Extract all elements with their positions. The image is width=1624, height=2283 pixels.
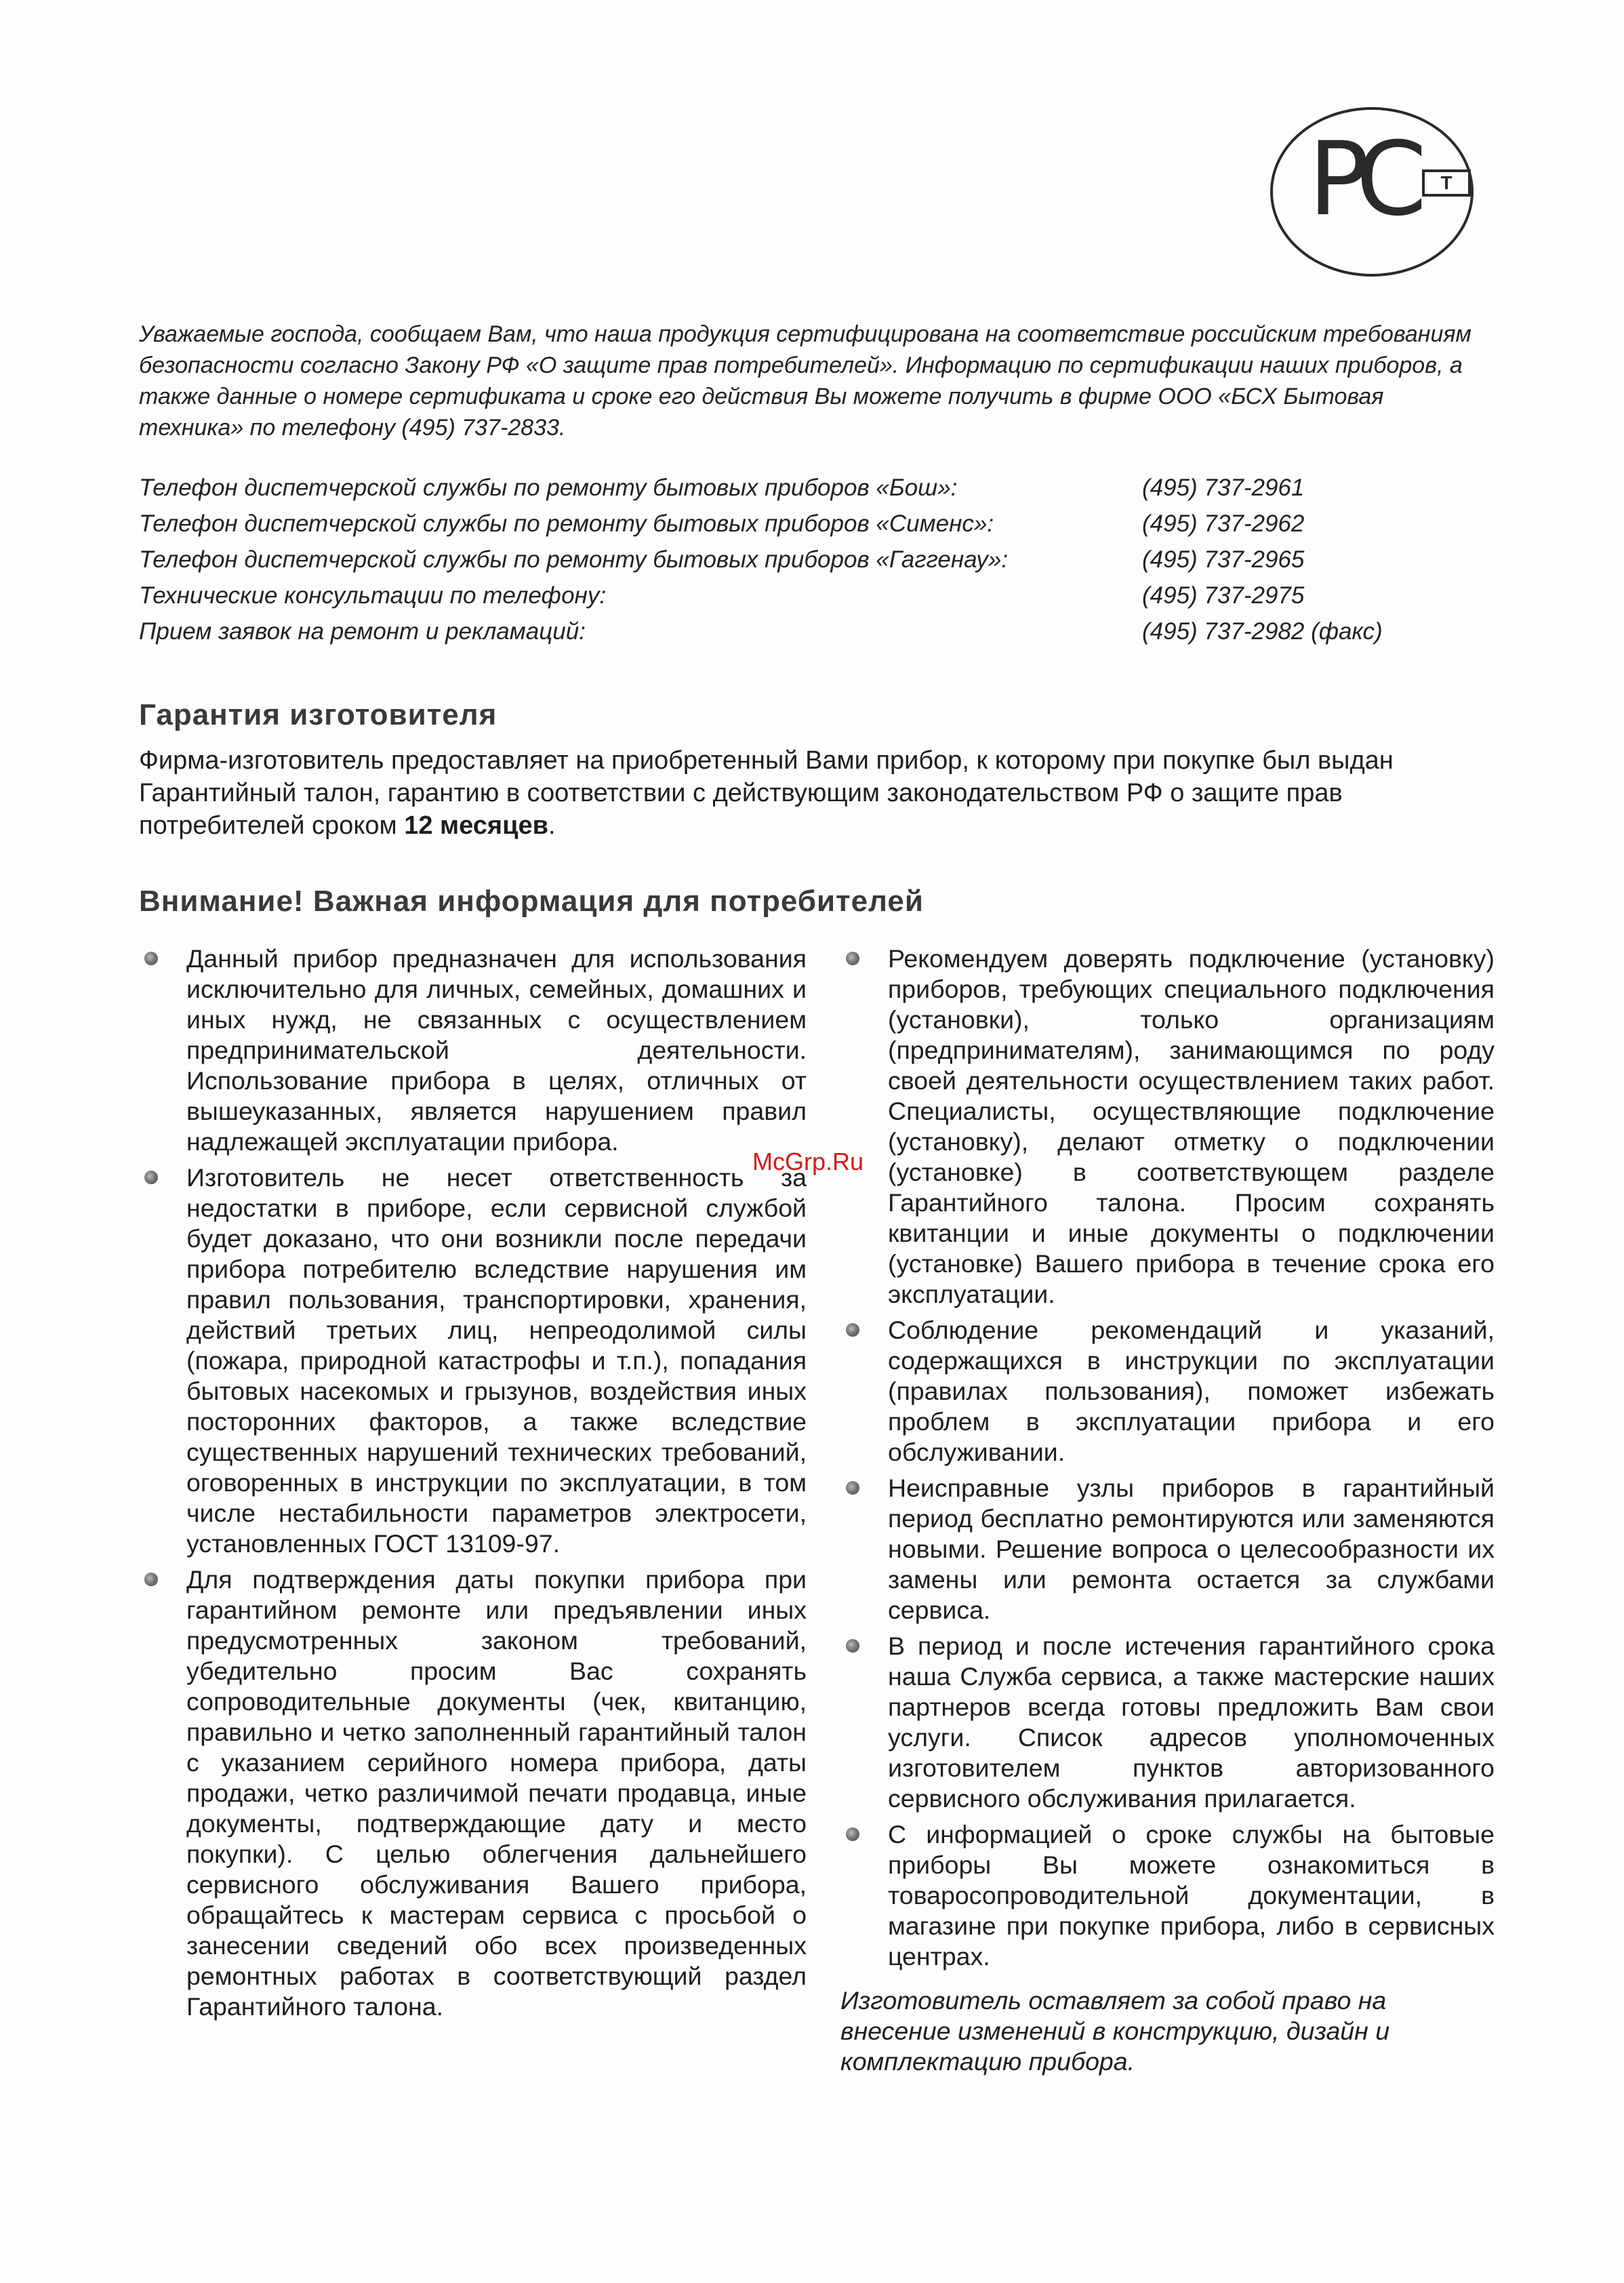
contact-label: Прием заявок на ремонт и рекламаций: <box>139 618 586 645</box>
bullet-icon <box>846 1481 859 1495</box>
contact-label: Телефон диспетчерской службы по ремонту бытовых приборов «Гаггенау»: <box>139 546 1009 573</box>
list-item <box>840 944 1495 1310</box>
bullet-icon <box>846 1639 859 1653</box>
bullet-icon <box>144 1171 158 1184</box>
list-item <box>139 1564 807 2022</box>
list-item <box>840 1473 1495 1625</box>
right-column <box>840 944 1495 2103</box>
list-item <box>139 1163 807 1559</box>
bullet-icon <box>144 1573 158 1586</box>
contact-number: (495) 737-2962 <box>1142 510 1305 537</box>
logo-t-mark: T <box>1422 169 1471 197</box>
contact-number: (495) 737-2975 <box>1142 582 1305 609</box>
contact-row <box>139 546 1495 582</box>
bullet-icon <box>846 1323 859 1337</box>
warranty-heading: Гарантия изготовителя <box>139 698 498 731</box>
rst-certification-logo <box>1261 102 1491 285</box>
warranty-term: 12 месяцев <box>404 811 548 840</box>
warranty-text <box>139 744 1488 842</box>
list-item-text: Рекомендуем доверять подключение (установку) приборов, требующих специального подключения (установки), только организациям (предпринимателям), занимающимся по роду своей деятельности осуществлением таких работ. Специалисты, осуществляющие подключение (установку), делают отметку о подключении (установке) в соответствующем разделе Гарантийного талона. Просим сохранять квитанции и иные документы о подключении (установке) Вашего прибора в течение срока его эксплуатации. <box>888 944 1495 1308</box>
bullet-icon <box>144 952 158 965</box>
contact-row <box>139 474 1495 510</box>
bullet-icon <box>846 952 859 965</box>
list-item <box>139 944 807 1157</box>
contact-number: (495) 737-2965 <box>1142 546 1305 573</box>
list-item-text: В период и после истечения гарантийного срока наша Служба сервиса, а также мастерские наших партнеров всегда готовы предложить Вам свои услуги. Список адресов уполномоченных изготовителем пунктов авторизованного сервисного обслуживания прилагается. <box>888 1632 1495 1813</box>
contact-label: Технические консультации по телефону: <box>139 582 607 609</box>
contacts-list <box>139 474 1495 654</box>
logo-letters: PC <box>1308 121 1414 239</box>
warranty-end: . <box>548 811 556 840</box>
contact-number: (495) 737-2982 (факс) <box>1142 618 1383 645</box>
contact-row <box>139 618 1495 654</box>
contact-number: (495) 737-2961 <box>1142 474 1305 501</box>
list-item-text: Неисправные узлы приборов в гарантийный период бесплатно ремонтируются или заменяются новыми. Решение вопроса о целесообразности их замены или ремонта остается за службами сервиса. <box>888 1474 1495 1624</box>
bullet-icon <box>846 1827 859 1841</box>
list-item-text: Изготовитель не несет ответственность за недостатки в приборе, если сервисной службой будет доказано, что они возникли после передачи прибора потребителю вследствие нарушения им правил пользования, транспортировки, хранения, действий третьих лиц, непреодолимой силы (пожара, природной катастрофы и т.п.), попадания бытовых насекомых и грызунов, воздействия иных посторонних факторов, а также вследствие существенных нарушений технических требований, оговоренных в инструкции по эксплуатации, в том числе нестабильности параметров электросети, установленных ГОСТ 13109-97. <box>186 1163 807 1558</box>
watermark-link[interactable]: McGrp.Ru <box>752 1148 864 1175</box>
certification-notice: Уважаемые господа, сообщаем Вам, что наша продукция сертифицирована на соответствие российским требованиям безопасности согласно Закону РФ «О защите прав потребителей». Информацию по сертификации наших приборов, а также данные о номере сертификата и сроке его действия Вы можете получить в фирме ООО «БСХ Бытовая техника» по телефону (495) 737-2833. <box>139 321 1471 441</box>
attention-heading: Внимание! Важная информация для потребителей <box>139 885 924 918</box>
manufacturer-note: Изготовитель оставляет за собой право на внесение изменений в конструкцию, дизайн и комплектацию прибора. <box>840 1986 1390 2076</box>
list-item-text: С информацией о сроке службы на бытовые приборы Вы можете ознакомиться в товаросопроводительной документации, в магазине при покупке прибора, либо в сервисных центрах. <box>888 1820 1495 1971</box>
list-item <box>840 1819 1495 1972</box>
contact-row <box>139 582 1495 618</box>
left-column <box>139 944 807 2027</box>
contact-label: Телефон диспетчерской службы по ремонту бытовых приборов «Сименс»: <box>139 510 994 537</box>
contact-label: Телефон диспетчерской службы по ремонту бытовых приборов «Бош»: <box>139 474 958 501</box>
list-item-text: Данный прибор предназначен для использования исключительно для личных, семейных, домашних и иных нужд, не связанных с осуществлением предпринимательской деятельности. Использование прибора в целях, отличных от вышеуказанных, является нарушением правил надлежащей эксплуатации прибора. <box>186 944 807 1156</box>
list-item <box>840 1315 1495 1468</box>
list-item-text: Соблюдение рекомендаций и указаний, содержащихся в инструкции по эксплуатации (правилах пользования), поможет избежать проблем в эксплуатации прибора и его обслуживании. <box>888 1316 1495 1466</box>
warranty-body: Фирма-изготовитель предоставляет на приобретенный Вами прибор, к которому при покупке был выдан Гарантийный талон, гарантию в соответствии с действующим законодательством РФ о защите прав потребителей сроком <box>139 746 1394 840</box>
list-item <box>840 1631 1495 1814</box>
contact-row <box>139 510 1495 546</box>
list-item-text: Для подтверждения даты покупки прибора при гарантийном ремонте или предъявлении иных предусмотренных законом требований, убедительно просим Вас сохранять сопроводительные документы (чек, квитанцию, правильно и четко заполненный гарантийный талон с указанием серийного номера прибора, даты продажи, четко различимой печати продавца, иные документы, подтверждающие дату и место покупки). С целью облегчения дальнейшего сервисного обслуживания Вашего прибора, обращайтесь к мастерам сервиса с просьбой о занесении сведений обо всех произведенных ремонтных работах в соответствующий раздел Гарантийного талона. <box>186 1565 807 2021</box>
